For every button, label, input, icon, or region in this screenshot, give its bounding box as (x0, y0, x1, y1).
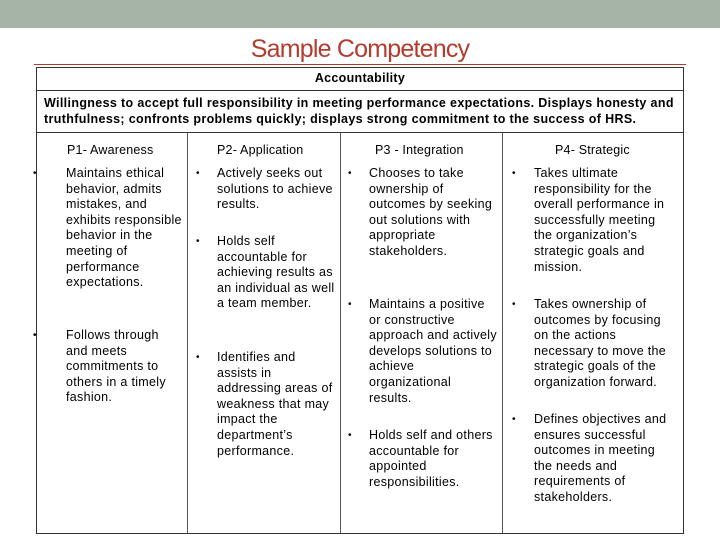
p2-bullet-2: Holds self accountable for achieving results as an individual as well a team member. (217, 234, 335, 311)
competency-definition: Willingness to accept full responsibility in meeting performance expectations. Displays honesty and truthfulness; confronts problems quickly; displays strong commitment to the success of HRS. (37, 90, 683, 133)
bullet-glyph: • (196, 168, 200, 179)
bullet-glyph: • (196, 236, 200, 247)
bullet-glyph: • (512, 299, 516, 310)
p3-bullet-3: Holds self and others accountable for appointed responsibilities. (369, 428, 493, 489)
p1-bullet-1: Maintains ethical behavior, admits mistakes, and exhibits responsible behavior in the meeting of performance expectations. (66, 166, 182, 290)
bullet-glyph: • (512, 168, 516, 179)
bullet-glyph: • (348, 430, 352, 441)
competency-table (33, 67, 684, 534)
column-heading-p2: P2- Application (217, 143, 304, 157)
bullet-glyph: • (196, 352, 200, 363)
p3-bullet-1: Chooses to take ownership of outcomes by seeking out solutions with appropriate stakeholders. (369, 166, 493, 258)
bullet-glyph: • (33, 168, 37, 179)
p4-bullet-2: Takes ownership of outcomes by focusing on the actions necessary to move the strategic goals of the organization forward. (534, 297, 667, 389)
bullet-glyph: • (348, 299, 352, 310)
p2-bullet-3: Identifies and assists in addressing areas of weakness that may impact the department’s performance. (217, 350, 333, 458)
p1-bullet-2: Follows through and meets commitments to others in a timely fashion. (66, 328, 166, 405)
p4-bullet-1: Takes ultimate responsibility for the overall performance in successfully meeting the organization’s strategic goals and mission. (534, 166, 665, 274)
p3-bullet-2: Maintains a positive or constructive approach and actively develops solutions to achieve organizational results. (369, 297, 497, 405)
competency-name: Accountability (37, 68, 683, 91)
column-divider (502, 133, 503, 533)
bullet-glyph: • (512, 414, 516, 425)
column-divider (187, 133, 188, 533)
column-heading-p3: P3 - Integration (375, 143, 464, 157)
p4-bullet-3: Defines objectives and ensures successful outcomes in meeting the needs and requirements of stakeholders. (534, 412, 667, 504)
bullet-glyph: • (33, 330, 37, 341)
title-underline (34, 64, 686, 65)
bullet-glyph: • (348, 168, 352, 179)
top-banner (0, 0, 720, 28)
column-heading-p1: P1- Awareness (67, 143, 154, 157)
p2-bullet-1: Actively seeks out solutions to achieve results. (217, 166, 333, 212)
column-divider (340, 133, 341, 533)
column-heading-p4: P4- Strategic (555, 143, 630, 157)
slide-title: Sample Competency (250, 35, 470, 63)
